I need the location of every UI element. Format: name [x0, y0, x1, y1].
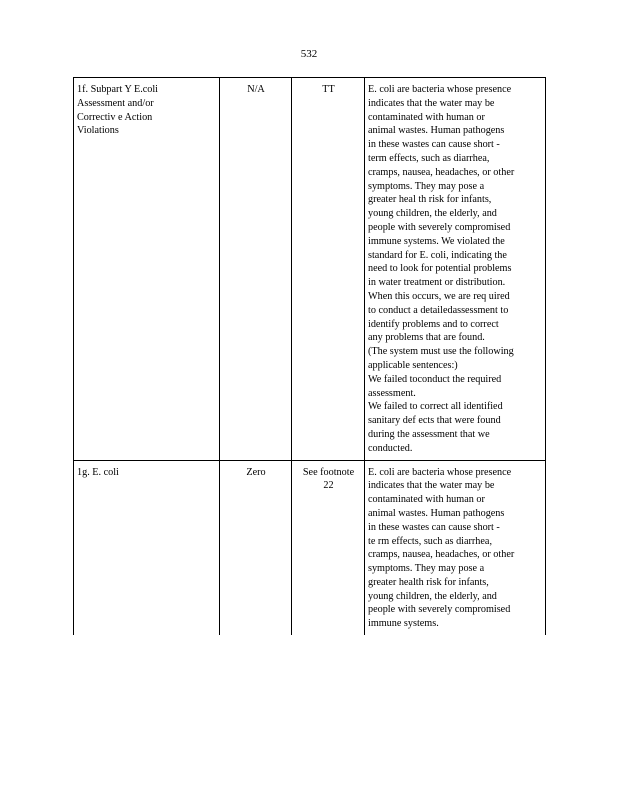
contaminant-table: [73, 77, 546, 635]
table-row: [74, 78, 546, 461]
health-effects-cell: E. coli are bacteria whose presence indicates that the water may be contaminated with human or animal wastes. Human pathogens in these wastes can cause short - te rm effects, such as diarrhea, cramps, nausea, headaches, or other symptoms. They may pose a greater health risk for infants, young children, the elderly, and people with severely compromised immune systems.: [365, 460, 546, 635]
health-effects-cell: E. coli are bacteria whose presence indicates that the water may be contaminated with human or animal wastes. Human pathogens in these wastes can cause short - term effects, such as diarrhea, cramps, nausea, headaches, or other symptoms. They may pose a greater heal th risk for infants, young children, the elderly, and people with severely compromised immune systems. We violated the standard for E. coli, indicating the need to look for potential problems in water treatment or distribution. When this occurs, we are req uired to conduct a detailedassessment to identify problems and to correct any problems that are found. (The system must use the following applicable sentences:) We failed toconduct the required assessment. We failed to correct all identified sanitary def ects that were found during the assessment that we conducted.: [365, 78, 546, 461]
contaminant-cell: 1g. E. coli: [74, 460, 220, 635]
contaminant-cell: 1f. Subpart Y E.coli Assessment and/or Correctiv e Action Violations: [74, 78, 220, 461]
mclg-cell: Zero: [220, 460, 292, 635]
mcl-cell: TT: [292, 78, 365, 461]
mcl-cell: See footnote 22: [292, 460, 365, 635]
mclg-cell: N/A: [220, 78, 292, 461]
page-number: 532: [300, 48, 318, 60]
table-row: [74, 460, 546, 635]
